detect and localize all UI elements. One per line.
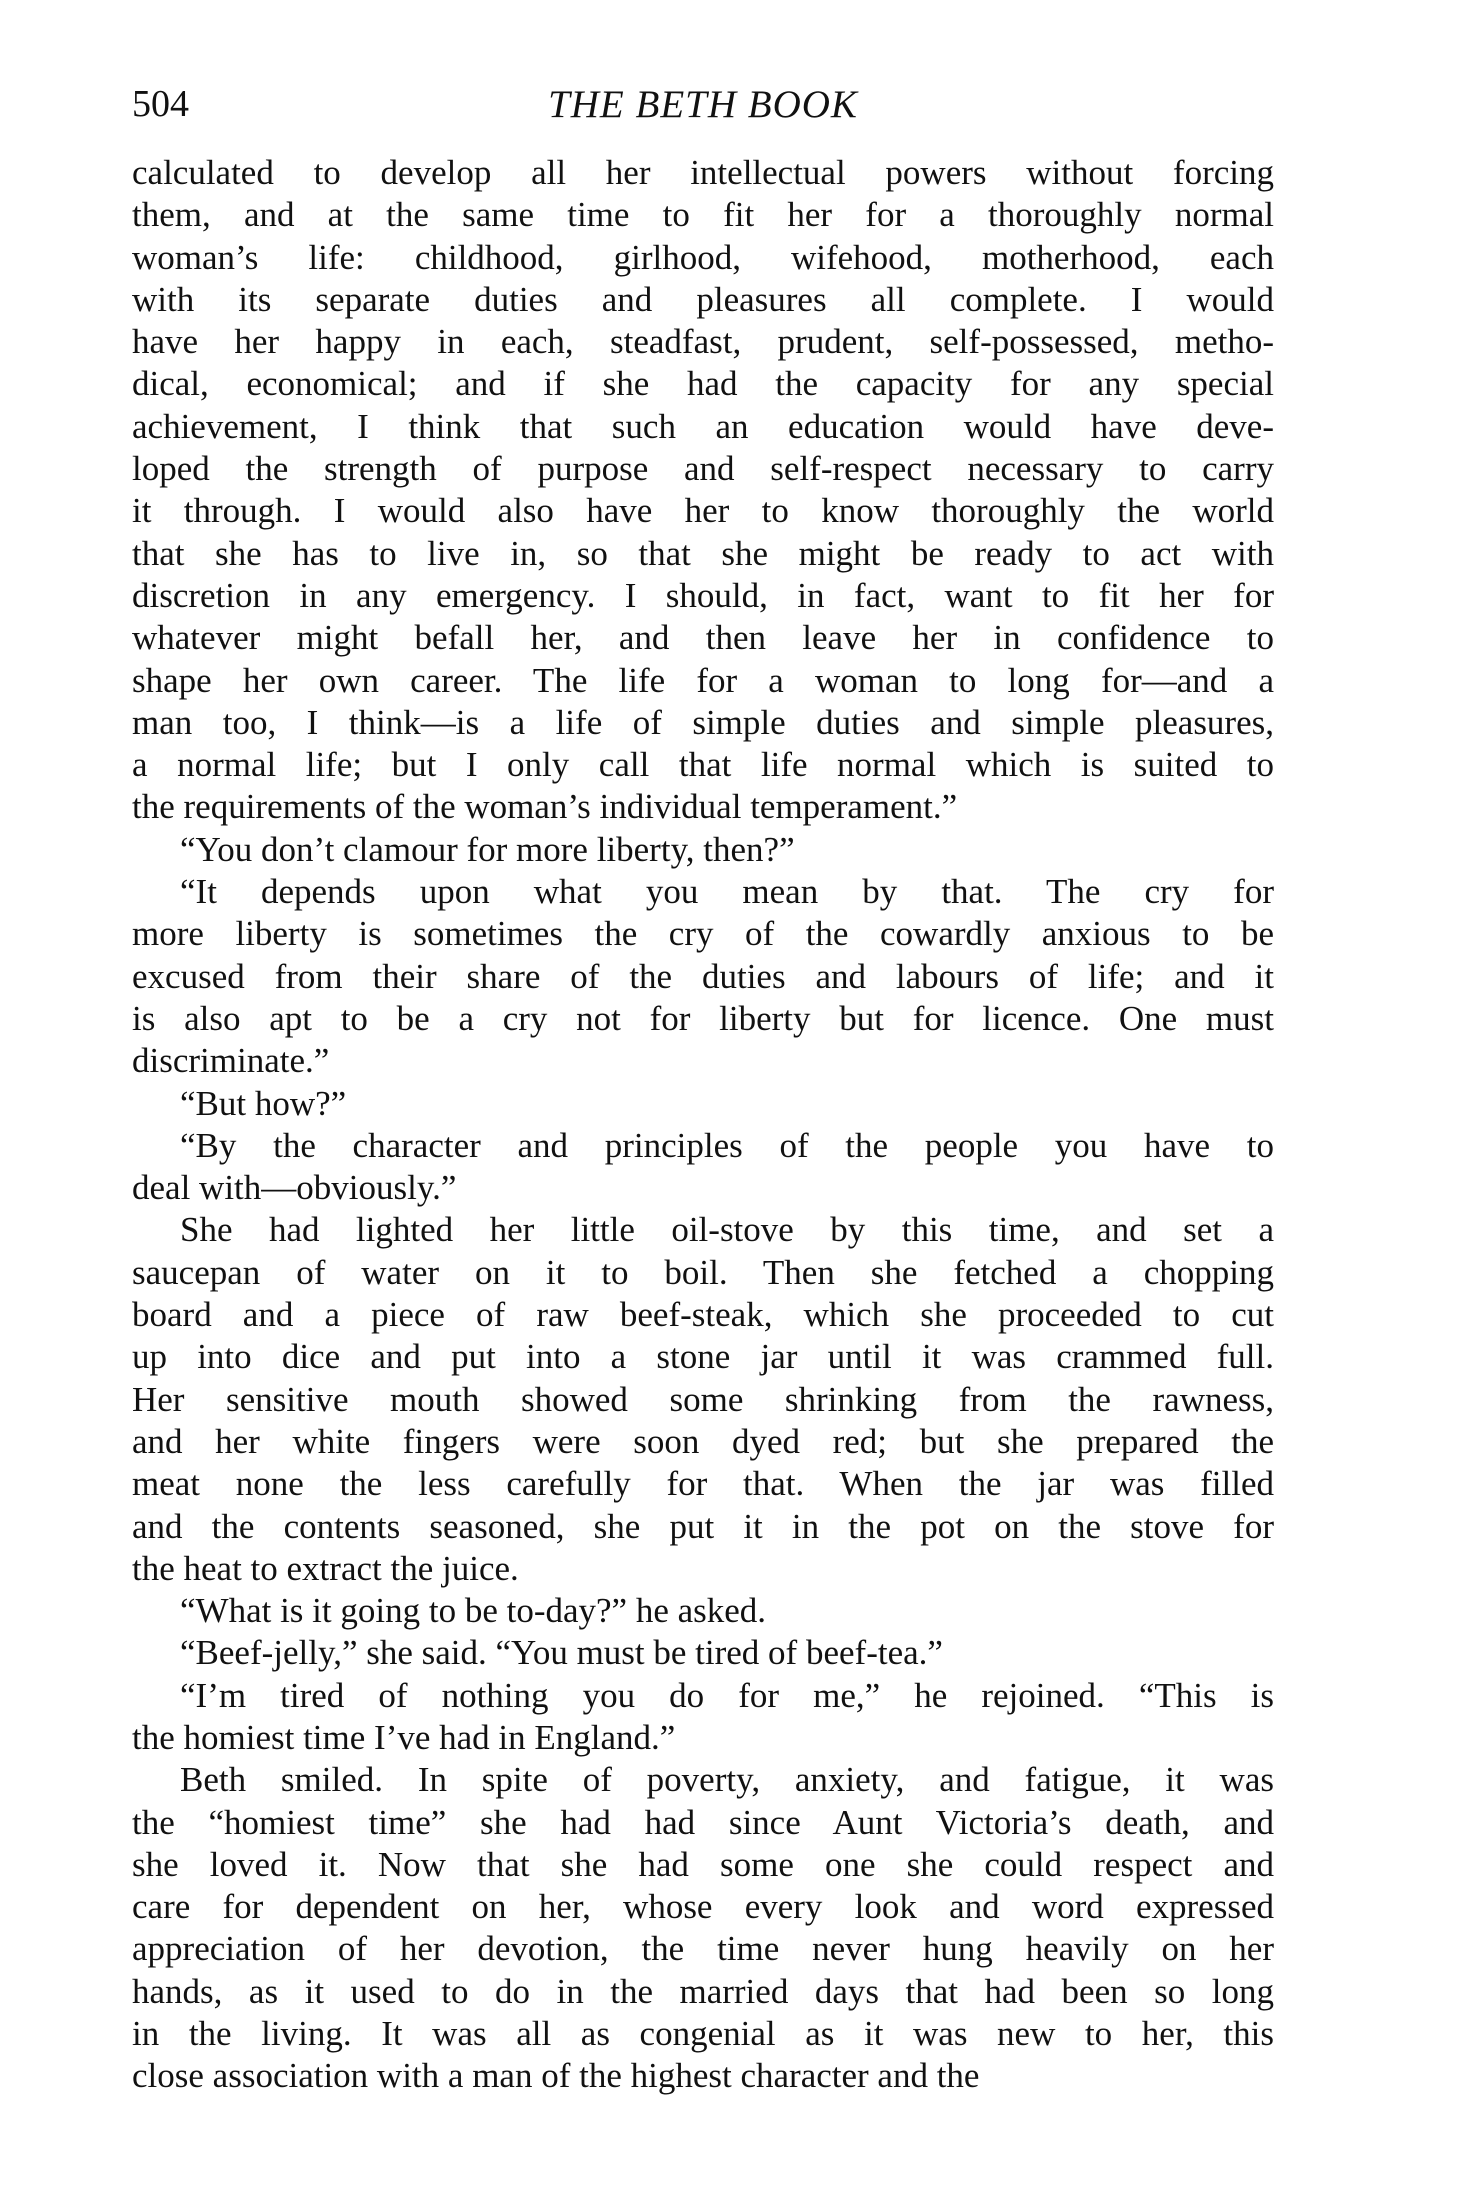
- text-line: dical, economical; and if she had the capacity for any special: [132, 364, 1274, 404]
- text-line: and her white fingers were soon dyed red; but she prepared the: [132, 1421, 1274, 1461]
- running-head: THE BETH BOOK: [548, 83, 858, 126]
- paragraph: [132, 1209, 1274, 1590]
- text-line: and the contents seasoned, she put it in the pot on the stove for: [132, 1506, 1274, 1546]
- text-line: have her happy in each, steadfast, prudent, self-possessed, metho-: [132, 322, 1274, 362]
- text-line: shape her own career. The life for a woman to long for—and a: [132, 660, 1274, 700]
- text-line: man too, I think—is a life of simple duties and simple pleasures,: [132, 702, 1274, 742]
- text-line: “By the character and principles of the people you have to: [180, 1125, 1274, 1165]
- text-line: with its separate duties and pleasures all complete. I would: [132, 279, 1274, 319]
- text-line: the heat to extract the juice.: [132, 1548, 519, 1588]
- paragraph: [132, 1083, 1274, 1125]
- text-line: saucepan of water on it to boil. Then she fetched a chopping: [132, 1252, 1274, 1292]
- paragraph: [132, 1590, 1274, 1632]
- text-line: achievement, I think that such an education would have deve-: [132, 406, 1274, 446]
- text-line: the homiest time I’ve had in England.”: [132, 1717, 676, 1757]
- text-line: up into dice and put into a stone jar until it was crammed full.: [132, 1337, 1274, 1377]
- paragraph: [132, 1759, 1274, 2097]
- paragraph: [132, 1675, 1274, 1760]
- text-line: the requirements of the woman’s individual temperament.”: [132, 787, 958, 827]
- text-line: woman’s life: childhood, girlhood, wifehood, motherhood, each: [132, 237, 1274, 277]
- text-line: that she has to live in, so that she might be ready to act with: [132, 533, 1274, 573]
- text-line: a normal life; but I only call that life normal which is suited to: [132, 745, 1274, 785]
- text-line: she loved it. Now that she had some one she could respect and: [132, 1844, 1274, 1884]
- text-line: board and a piece of raw beef-steak, which she proceeded to cut: [132, 1295, 1274, 1335]
- text-line: Beth smiled. In spite of poverty, anxiety, and fatigue, it was: [180, 1760, 1274, 1800]
- text-line: it through. I would also have her to know thoroughly the world: [132, 491, 1274, 531]
- paragraph: [132, 1632, 1274, 1674]
- text-line: “I’m tired of nothing you do for me,” he rejoined. “This is: [180, 1675, 1274, 1715]
- text-line: the “homiest time” she had had since Aunt Victoria’s death, and: [132, 1802, 1274, 1842]
- text-line: in the living. It was all as congenial as it was new to her, this: [132, 2014, 1274, 2054]
- text-line: meat none the less carefully for that. When the jar was filled: [132, 1464, 1274, 1504]
- text-line: close association with a man of the highest character and the: [132, 2056, 980, 2096]
- text-line: calculated to develop all her intellectual powers without forcing: [132, 153, 1274, 192]
- paragraph: [132, 152, 1274, 829]
- text-line: deal with—obviously.”: [132, 1168, 457, 1208]
- paragraph: [132, 1125, 1274, 1210]
- text-line: discretion in any emergency. I should, in fact, want to fit her for: [132, 575, 1274, 615]
- text-line: whatever might befall her, and then leave her in confidence to: [132, 618, 1274, 658]
- text-line: more liberty is sometimes the cry of the cowardly anxious to be: [132, 914, 1274, 954]
- text-line: appreciation of her devotion, the time never hung heavily on her: [132, 1929, 1274, 1969]
- text-line: “Beef-jelly,” she said. “You must be tired of beef-tea.”: [180, 1633, 943, 1673]
- text-line: excused from their share of the duties and labours of life; and it: [132, 956, 1274, 996]
- text-line: She had lighted her little oil-stove by this time, and set a: [180, 1210, 1274, 1250]
- text-line: discriminate.”: [132, 1041, 330, 1081]
- paragraph: [132, 829, 1274, 871]
- text-line: “But how?”: [180, 1083, 347, 1123]
- text-line: “You don’t clamour for more liberty, then?”: [180, 829, 795, 869]
- text-line: hands, as it used to do in the married days that had been so long: [132, 1971, 1274, 2011]
- paragraph: [132, 871, 1274, 1082]
- text-line: them, and at the same time to fit her for a thoroughly normal: [132, 195, 1274, 235]
- text-line: care for dependent on her, whose every look and word expressed: [132, 1887, 1274, 1927]
- text-line: “It depends upon what you mean by that. The cry for: [180, 872, 1274, 912]
- text-line: loped the strength of purpose and self-respect necessary to carry: [132, 449, 1274, 489]
- text-line: “What is it going to be to-day?” he asked.: [180, 1591, 767, 1631]
- page-number: 504: [132, 83, 189, 125]
- text-line: is also apt to be a cry not for liberty but for licence. One must: [132, 998, 1274, 1038]
- page-header: [132, 82, 1274, 142]
- text-line: Her sensitive mouth showed some shrinking from the rawness,: [132, 1379, 1274, 1419]
- body-text: [132, 152, 1274, 2098]
